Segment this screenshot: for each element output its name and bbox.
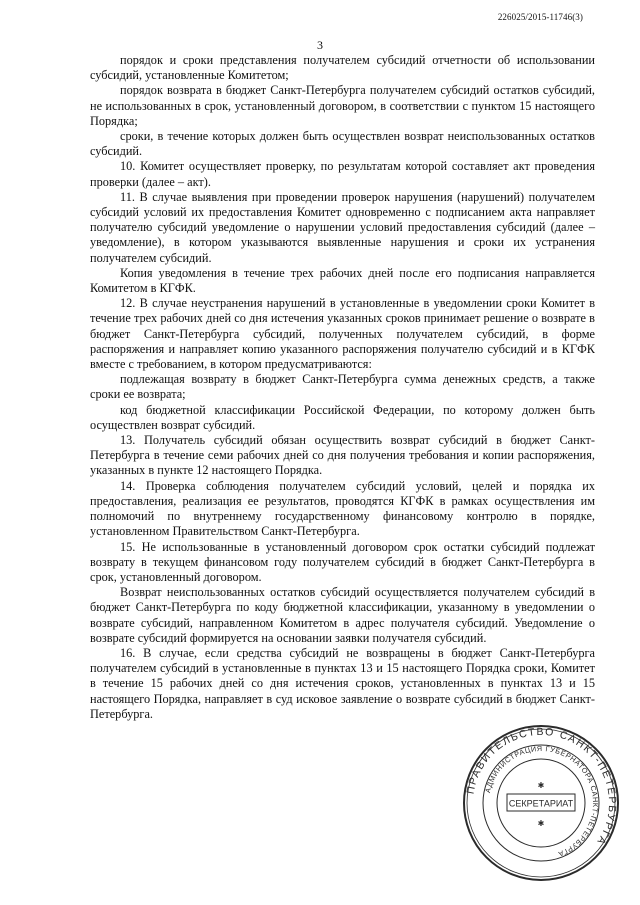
paragraph: порядок возврата в бюджет Санкт-Петербурга получателем субсидий остатков субсидий, не использованных в срок, установленный договором, в соответствии с пунктом 15 настоящего Порядка; <box>90 83 595 128</box>
paragraph: 11. В случае выявления при проведении проверок нарушения (нарушений) получателем субсидий условий их предоставления Комитет одновременно с подписанием акта направляет получателю субсидий уведомление о нарушении условий предоставления субсидий (далее – уведомление), в котором указываются выявленные нарушения и сроки их устранения получателем субсидий. <box>90 189 595 265</box>
paragraph: 10. Комитет осуществляет проверку, по результатам которой составляет акт проведения проверки (далее – акт). <box>90 159 595 189</box>
seal-center-text: СЕКРЕТАРИАТ <box>508 798 574 809</box>
paragraph: Возврат неиспользованных остатков субсидий осуществляется получателем субсидий в бюджет Санкт-Петербурга по коду бюджетной классификации, указанному в уведомлении о возврате субсидий, направленном Комитетом в адрес получателя субсидий. Уведомление о возврате субсидий формируется на основании заявки получателя субсидий. <box>90 585 595 645</box>
paragraph: Копия уведомления в течение трех рабочих дней после его подписания направляется Комитетом в КГФК. <box>90 265 595 296</box>
paragraph: 14. Проверка соблюдения получателем субсидий условий, целей и порядка их предоставления, реализация ее результатов, проводятся КГФК в рамках осуществления им полномочий по внутреннему государственному финансовому контролю в порядке, установленном Правительством Санкт-Петербурга. <box>90 478 595 539</box>
paragraph: порядок и сроки представления получателем субсидий отчетности об использовании субсидий, установленные Комитетом; <box>90 53 595 83</box>
document-body <box>90 53 595 722</box>
seal-star-icon: ✱ <box>537 819 545 828</box>
paragraph: код бюджетной классификации Российской Федерации, по которому должен быть осуществлен возврат субсидий. <box>90 402 595 432</box>
paragraph: 12. В случае неустранения нарушений в установленные в уведомлении сроки Комитет в течение трех рабочих дней со дня истечения указанных сроков принимает решение о возврате в бюджет Санкт-Петербурга субсидий, полученных получателем субсидий, в форме распоряжения и направляет копию указанного распоряжения получателю субсидий и в КГФК вместе с требованием, в котором предусматриваются: <box>90 296 595 372</box>
seal-outer-text: ПРАВИТЕЛЬСТВО САНКТ-ПЕТЕРБУРГА <box>464 725 619 848</box>
paragraph: 13. Получатель субсидий обязан осуществить возврат субсидий в бюджет Санкт-Петербурга в течение семи рабочих дней со дня получения требования и копии распоряжения, указанных в пункте 12 настоящего Порядка. <box>90 433 595 478</box>
paragraph: 16. В случае, если средства субсидий не возвращены в бюджет Санкт-Петербурга получателем субсидий в установленные в пунктах 13 и 15 настоящего Порядка сроки, Комитет в течение 15 рабочих дней со дня истечения сроков, установленных в пунктах 13 и 15 настоящего Порядка, направляет в суд исковое заявление о возврате субсидий в бюджет Санкт-Петербурга. <box>90 645 595 721</box>
paragraph: сроки, в течение которых должен быть осуществлен возврат неиспользованных остатков субсидий. <box>90 129 595 159</box>
document-id: 226025/2015-11746(3) <box>497 12 583 22</box>
page-number: 3 <box>317 38 323 52</box>
paragraph: подлежащая возврату в бюджет Санкт-Петербурга сумма денежных средств, а также сроки ее возврата; <box>90 372 595 402</box>
official-seal <box>461 723 621 883</box>
seal-star-icon: ✱ <box>537 781 545 790</box>
seal-inner-text: АДМИНИСТРАЦИЯ ГУБЕРНАТОРА САНКТ-ПЕТЕРБУРГА <box>483 743 601 859</box>
paragraph: 15. Не использованные в установленный договором срок остатки субсидий подлежат возврату в текущем финансовом году получателем субсидий в бюджет Санкт-Петербурга в срок, установленный договором. <box>90 539 595 584</box>
